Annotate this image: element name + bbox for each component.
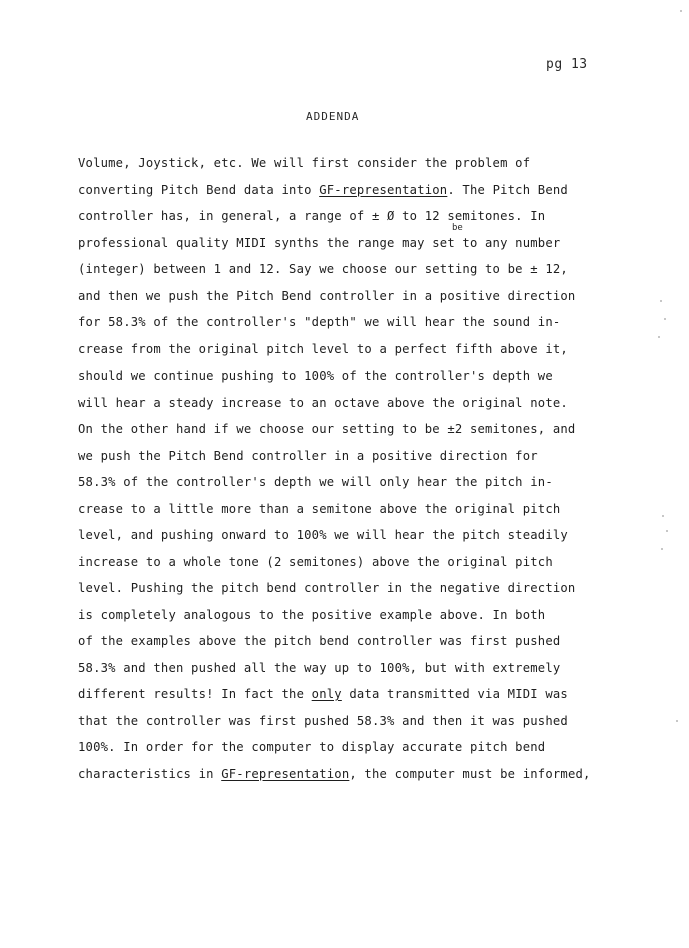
text-line: level, and pushing onward to 100% we will hear the pitch steadily (78, 528, 568, 542)
text-line: On the other hand if we choose our setting to be ±2 semitones, and (78, 422, 576, 436)
text-line: characteristics in GF-representation, the computer must be informed, (78, 767, 591, 781)
text-line: Volume, Joystick, etc. We will first consider the problem of (78, 156, 531, 170)
scan-speck (666, 530, 668, 532)
underlined-term: GF-representation (319, 183, 448, 197)
underlined-term: only (311, 687, 342, 701)
scan-speck (664, 318, 666, 320)
text-line: that the controller was first pushed 58.3% and then it was pushed (78, 714, 568, 728)
text-line: (integer) between 1 and 12. Say we choose our setting to be ± 12, (78, 262, 568, 276)
text-line: 58.3% and then pushed all the way up to 100%, but with extremely (78, 661, 561, 675)
scan-speck (662, 515, 664, 517)
text-line: and then we push the Pitch Bend controller in a positive direction (78, 289, 576, 303)
page-number: pg 13 (546, 57, 588, 72)
text-line: we push the Pitch Bend controller in a positive direction for (78, 449, 538, 463)
scan-speck (658, 336, 660, 338)
text-line: level. Pushing the pitch bend controller in the negative direction (78, 581, 576, 595)
text-line: crease from the original pitch level to a perfect fifth above it, (78, 342, 568, 356)
text-line: converting Pitch Bend data into GF-representation. The Pitch Bend (78, 183, 568, 197)
text-line: professional quality MIDI synths the range may set to any number (78, 236, 561, 250)
text-line: different results! In fact the only data transmitted via MIDI was (78, 687, 568, 701)
scan-speck (676, 720, 678, 722)
text-line: should we continue pushing to 100% of the controller's depth we (78, 369, 553, 383)
text-line: of the examples above the pitch bend controller was first pushed (78, 634, 561, 648)
text-line: 100%. In order for the computer to display accurate pitch bend (78, 740, 546, 754)
scan-speck (661, 548, 663, 550)
text-line: will hear a steady increase to an octave above the original note. (78, 396, 568, 410)
section-heading: ADDENDA (306, 110, 360, 123)
text-line: for 58.3% of the controller's "depth" we will hear the sound in- (78, 315, 561, 329)
text-line: 58.3% of the controller's depth we will only hear the pitch in- (78, 475, 553, 489)
text-line: controller has, in general, a range of ± Ø to 12 semitones. In (78, 209, 546, 223)
text-line: increase to a whole tone (2 semitones) above the original pitch (78, 555, 553, 569)
scan-speck (660, 300, 662, 302)
text-line: is completely analogous to the positive example above. In both (78, 608, 546, 622)
text-line: crease to a little more than a semitone above the original pitch (78, 502, 561, 516)
underlined-term: GF-representation (221, 767, 350, 781)
scan-speck (680, 10, 682, 12)
handwritten-insertion: be (452, 223, 463, 233)
